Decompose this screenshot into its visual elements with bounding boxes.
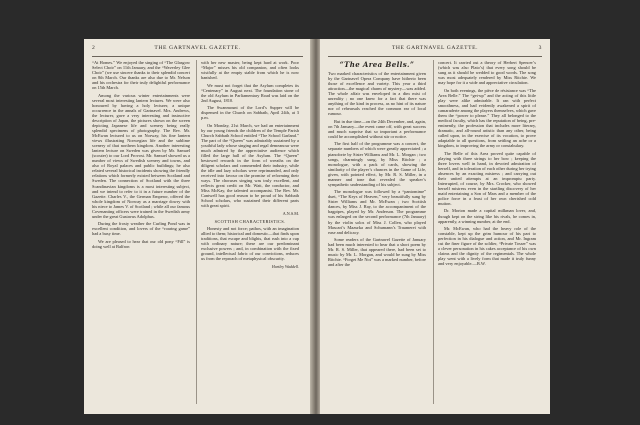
right-page-number: 3 — [538, 45, 542, 51]
right-page — [320, 39, 550, 414]
paragraph: We are pleased to hear that our old pony “Fill” is doing well at Balfron — [92, 238, 190, 249]
paragraph: But in due time—on the 24th December, and, again, on 7th January—the event came off, with great success and much surprise that so important a performance could be accomplished without stir or notice. — [328, 118, 426, 139]
paragraph: On Monday, 21st March, we had an entertainment by our young friends the children of the Temple Parish Church Sabbath School entitled “The School Garland.” The part of the “Queen” was admirably sustained by a youthful lady whose singing and regal demeanour were much admired by the appreciative audience which filled the large hall of the Asylum. The “Queen” bestowed rewards in the form of wreaths on the diligent scholars and commended their industry, while the idle and lazy scholars were reprimanded, and only received into favour on the promise of reforming their ways. The choruses singing was truly excellent, and reflects great credit on Mr. Watt, the conductor, and Miss McKay, the talented accompanist. The Rev. Mr. Cantwell has good reason to be proud of his Sabbath School scholars, who sustained their different parts with great spirit. — [201, 122, 299, 209]
right-column-2 — [438, 60, 536, 269]
section-title: SCOTTISH CHARACTERISTICS. — [214, 218, 286, 224]
paragraph: Some readers of the Gartnavel Gazette of January had been much interested to hear that a short poem by Mr. R. S. Miller, that appeared there, had been set to music by Mr. L. Morgan, and would be sung by Miss Ritchie. “Forget Me Not” was a marked number, before and after the — [328, 237, 426, 268]
paragraph: We must not forget that the Asylum completes its “Centenary” in August next. The foundation stone of the old Asylum in Parliamentary Road was laid on the 2nd August, 1810. — [201, 82, 299, 103]
paragraph: The Belle of this Area proved quite capable of playing with three strings to her bow ; keeping the three lovers well in hand, in devoted admiration of herself, and in toleration of each other during her trying absences by an exacting mistress ; and carrying out their united attempts at an impromptu party. Interrupted, of course, by Mrs. Crocker, who showed herself mistress even in the startling discovery of her maid entertaining a Son of Mars and a member of the police force in a feast of her own cherished cold mutton. — [438, 150, 536, 207]
paragraph: On both evenings, the pièce de résistance was “The Area Belle.” The “get-up” and the acting of this little play were alike admirable. It ran with perfect smoothness, and had evidently awakened a spirit of camaraderie among the players themselves, which gave them the “power to please.” They all belonged to the medical faculty, which has the reputation of being, pre-eminently, the profession that includes more literary, dramatic, and all-round artistic than any other, being called upon, in the exercise of its vocation, to prove adaptable to all questions, from settling an ache or a kingdom, to improving the army or constabulary. — [438, 87, 536, 149]
paragraph: Mr. McEwan, who had the heavy role of the constable, kept up the grim humour of his part to perfection in his dialogue and action, and Mr. Ingram cut the finer figure of the soldier, “Private Tosser” was a clever personation in his cakes acceptance of his own claims and the dignity of the regimentals. The whole play went with a lively form that made it truly funny and very enjoyable.—B.W. — [438, 226, 536, 267]
right-column-1 — [328, 60, 426, 270]
paragraph: The monologue was followed by a “pantomime” duet, “The Keys of Heaven,” very beautifully sung by Sister Williams and Mr. McEwan ; two Scottish dances, by Miss J. Ray, to the accompaniment of the bagpipes, played by Mr. Anderson. The programme was enlarged on the second performance (7th January) by the violin solos of Miss J. Collen, who played Mascari’s Mazurka and Schumann’s Traumerei with ease and delicacy. — [328, 189, 426, 235]
left-column-2 — [201, 60, 299, 269]
paragraph: Dr. Morton made a capital milkman lover, and, though kept on the string like his rivals, he comes in, apparently, a winning number, at the end. — [438, 208, 536, 224]
left-page-running-title: THE GARTNAVEL GAZETTE. — [154, 45, 241, 51]
paragraph: Among the various winter entertainments were several most interesting lantern lectures. We were also honoured by having a holy lecturer, a unique occurrence in the annals of Gartnavel. Mrs. Andrews, the lecturer, gave a very interesting and instructive description of Japan, the pictures shown on the screen depicting Japanese life and scenery being really splendid specimens of photography. The Rev. Mr. McEwan lectured to us on Norway, his fine lantern views illustrating Norwegian life and the sublime scenery of that northern kingdom. Another interesting lantern lecture on Sweden was given by Mr. Samuel (scouter) to our Lord Provost. Mr. Samuel showed us a number of views of Swedish scenery and towns, and also of Royal palaces and public buildings; he also related several historical incidents showing the friendly relations which formerly existed between Scotland and Sweden. The connection of Scotland with the three Scandinavian kingdoms is a most interesting subject, and we intend to refer to it in a future number of the Gazette. Charles V., the German Emperor, offered the whole kingdom of Norway as a marriage dowry with his niece to James V. of Scotland ; while all our famous Covenanting officers were trained in the Swedish army under the great Gustavus Adolphus. — [92, 92, 190, 219]
column-divider — [433, 60, 434, 404]
right-header-rule — [328, 56, 542, 57]
paragraph: concert. It carried out a theory of Herbert Spencer’s (which was also Plato’s) that every song should be sung as it should be wedded to good words. The song was most adequately rendered by Miss Ritchie. We may hope for it a wide and appreciative circulation. — [438, 60, 536, 86]
article-title: “The Area Bells.” — [339, 60, 415, 69]
paragraph: The Swanmount of the Lord’s Supper will be dispensed in the Church on Sabbath, April 24th, at 3 p.m. — [201, 105, 299, 121]
left-page-number: 2 — [92, 45, 96, 51]
column-divider — [196, 60, 197, 404]
paragraph: with her new master, being kept hard at work. Poor “Major” misses his old companion, and often looks wistfully at the empty stable from which he is now banished. — [201, 60, 299, 81]
paragraph: Two marked characteristics of the entertainment given by the Gartnavel Opera Company have hitherto been those of excellence and variety. This year a third attraction—the magical charm of mystery—was added. The whole affair was enveloped in a dim mist of unreality ; no one knew for a fact that there was anything of the kind in process, as no hint of its nature nor of rehearsals reached the common ear of local rumour. — [328, 71, 426, 117]
section-credit: Hartley Waddell. — [271, 263, 299, 269]
paragraph: The first half of the programme was a concert, the separate numbers of which were greatly appreciated ; a pianoforte by Sister Williams and Mr. L. Morgan ; two songs, charmingly sung, by Miss Ritchie ; a monologue, with a pack of cards, showing the similarity of the player’s chances in the Game of Life, given, with pointed effect, by Mr. R. S. Miller, in a manner and tone that revealed the speaker’s sympathetic understanding of his subject. — [328, 141, 426, 187]
author-signature: A.N.S.M. — [282, 210, 299, 216]
right-page-header — [328, 45, 542, 55]
left-header-rule — [92, 56, 303, 57]
paragraph: During the frosty weather the Curling Pond was in excellent condition, and lovers of the “roaring game” had a busy time. — [92, 221, 190, 237]
paragraph: “At Homes.” We enjoyed the singing of “The Glasgow Select Choir” on 11th January, and the “Waverley Glee Choir” (we use sincere thanks to their splendid concert on 8th March. Our thanks are also due to Mr. Nelson and his orchestra for their truly delightful performance on 15th March. — [92, 60, 190, 91]
left-page-header — [92, 45, 303, 55]
section-paragraph: Honesty and not force; pathos, with an imagination allied to them; historical and domestic—that finds upon traditions, that escape and blights, that rush into a cup with ordinary nature; these are our predominant exclusive powers ; and, in combination with the fixed ground, intellectual fabric of our convictions, reduces us from the reproach of metaphysical obscurity. — [201, 225, 299, 262]
left-column-1 — [92, 60, 190, 251]
right-page-running-title: THE GARTNAVEL GAZETTE. — [391, 45, 479, 51]
left-page — [84, 39, 311, 414]
